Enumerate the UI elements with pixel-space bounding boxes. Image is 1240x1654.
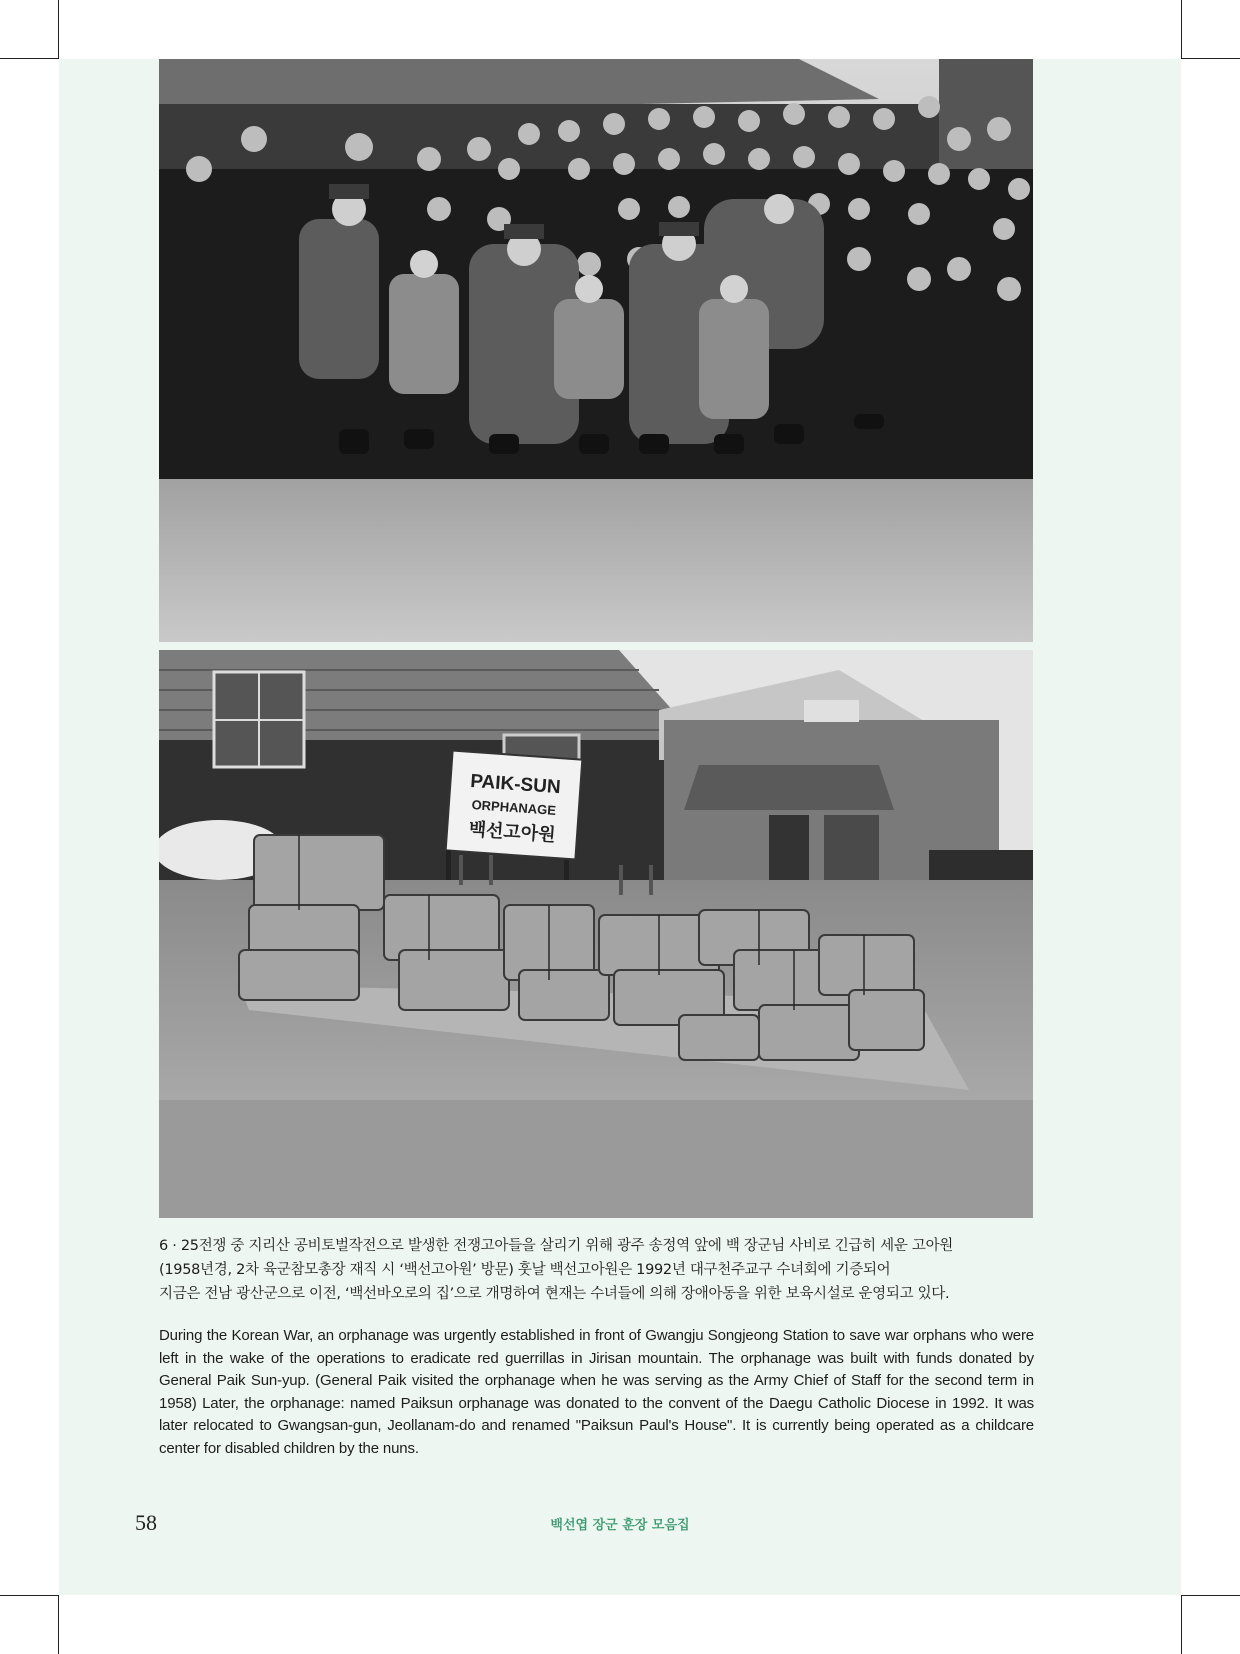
sign-line1: PAIK-SUN (469, 770, 562, 799)
caption-korean-line: 지금은 전남 광산군으로 이전, ‘백선바오로의 집’으로 개명하여 현재는 수녀들에 의해 장애아동을 위한 보육시설로 운영되고 있다. (159, 1286, 950, 1302)
orphans-group-photo (159, 59, 1033, 642)
caption-korean (159, 1234, 1039, 1306)
crop-mark-bottom-left-h (0, 1595, 59, 1596)
crop-mark-top-left-h (0, 58, 59, 59)
sign-line3: 백선고아원 (467, 818, 557, 846)
crop-mark-bottom-right-h (1181, 1595, 1240, 1596)
crop-mark-bottom-right-v (1181, 1595, 1182, 1654)
book-title: 백선엽 장군 훈장 모음집 (550, 1518, 690, 1533)
crop-mark-top-left-v (58, 0, 59, 59)
crop-mark-top-right-h (1181, 58, 1240, 59)
sign-line2: ORPHANAGE (471, 797, 557, 818)
caption-korean-line: 6 · 25전쟁 중 지리산 공비토벌작전으로 발생한 전쟁고아들을 살리기 위해 광주 송정역 앞에 백 장군님 사비로 긴급히 세운 고아원 (159, 1238, 953, 1254)
page-number: 58 (135, 1510, 157, 1535)
caption-korean-line: (1958년경, 2차 육군참모총장 재직 시 ‘백선고아원’ 방문) 훗날 백선고아원은 1992년 대구천주교구 수녀회에 기증되어 (159, 1262, 891, 1278)
crop-mark-top-right-v (1181, 0, 1182, 59)
crop-mark-bottom-left-v (58, 1595, 59, 1654)
orphanage-supplies-photo (159, 650, 1033, 1218)
caption-english: During the Korean War, an orphanage was urgently established in front of Gwangju Songjeong Station to save war orphans who were left in the wake of the operations to eradicate red guerrillas in Jirisan mountain. The orphanage was built with funds donated by General Paik Sun-yup. (General Paik visited the orphanage when he was serving as the Army Chief of Staff for the second term in 1958) Later, the orphanage: named Paiksun orphanage was donated to the convent of the Daegu Catholic Diocese in 1992. It was later relocated to Gwangsan-gun, Jeollanam-do and renamed "Paiksun Paul's House". It is currently being operated as a childcare center for disabled children by the nuns. (159, 1327, 1034, 1457)
